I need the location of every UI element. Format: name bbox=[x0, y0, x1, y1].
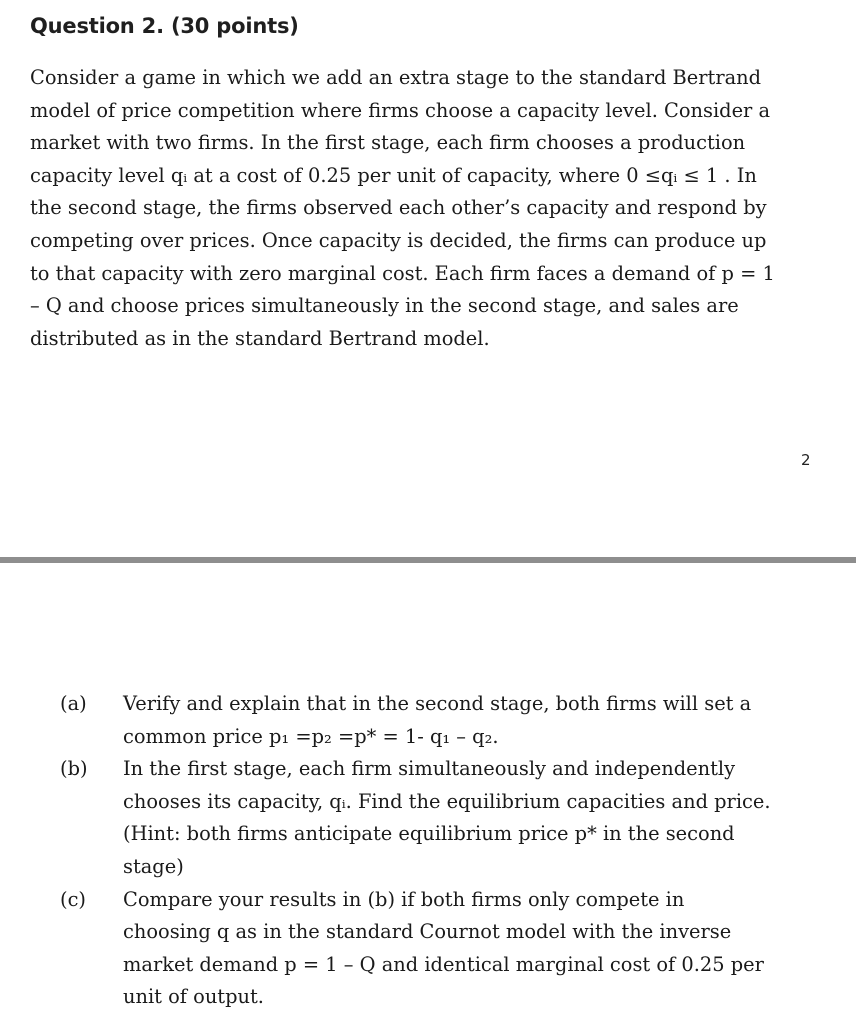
part-line: choosing q as in the standard Cournot model with the inverse bbox=[123, 920, 732, 944]
part-line: market demand p = 1 – Q and identical marginal cost of 0.25 per bbox=[123, 952, 764, 976]
part-text bbox=[123, 753, 856, 883]
part-text bbox=[123, 688, 856, 753]
intro-line: capacity level qᵢ at a cost of 0.25 per unit of capacity, where 0 ≤qᵢ ≤ 1 . In bbox=[30, 163, 757, 187]
part-line: common price p₁ =p₂ =p* = 1- q₁ – q₂. bbox=[123, 724, 499, 748]
part-line: chooses its capacity, qᵢ. Find the equilibrium capacities and price. bbox=[123, 789, 771, 813]
part-label: (b) bbox=[60, 757, 88, 781]
part-line: Compare your results in (b) if both firms only compete in bbox=[123, 887, 685, 911]
intro-line: Consider a game in which we add an extra stage to the standard Bertrand bbox=[30, 66, 762, 89]
intro-line: competing over prices. Once capacity is decided, the firms can produce up bbox=[30, 228, 767, 252]
part-a bbox=[0, 688, 856, 753]
intro-line: model of price competition where firms choose a capacity level. Consider a bbox=[30, 98, 771, 122]
part-b bbox=[0, 753, 856, 883]
part-line: (Hint: both firms anticipate equilibrium price p* in the second bbox=[123, 822, 735, 846]
part-label: (c) bbox=[60, 887, 86, 911]
part-line: unit of output. bbox=[123, 985, 264, 1009]
part-text bbox=[123, 884, 856, 1014]
part-c bbox=[0, 884, 856, 1014]
part-line: In the first stage, each firm simultaneously and independently bbox=[123, 757, 736, 781]
part-label: (a) bbox=[60, 692, 87, 715]
question-parts bbox=[0, 688, 856, 1014]
question-intro bbox=[30, 62, 820, 355]
part-line: stage) bbox=[123, 854, 184, 878]
intro-line: market with two firms. In the first stage, each firm chooses a production bbox=[30, 131, 746, 155]
intro-line: to that capacity with zero marginal cost. Each firm faces a demand of p = 1 bbox=[30, 261, 775, 285]
question-title: Question 2. (30 points) bbox=[30, 14, 299, 38]
intro-line: the second stage, the firms observed each other’s capacity and respond by bbox=[30, 196, 767, 220]
intro-line: distributed as in the standard Bertrand model. bbox=[30, 326, 490, 350]
part-line: Verify and explain that in the second stage, both firms will set a bbox=[123, 692, 752, 715]
intro-line: – Q and choose prices simultaneously in the second stage, and sales are bbox=[30, 294, 739, 318]
page-separator bbox=[0, 557, 856, 563]
page-number: 2 bbox=[801, 451, 811, 469]
